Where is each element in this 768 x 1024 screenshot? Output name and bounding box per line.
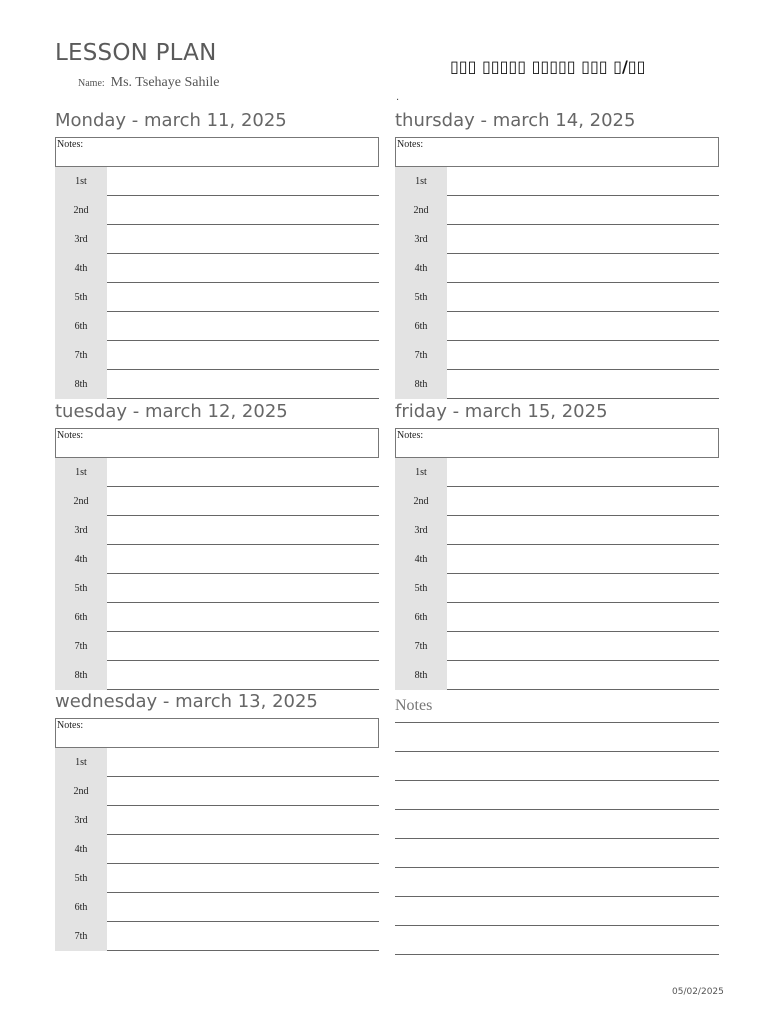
period-row[interactable] (55, 312, 379, 341)
period-entry[interactable] (447, 545, 719, 574)
period-row[interactable] (395, 254, 719, 283)
notes-label: Notes: (397, 430, 424, 441)
day-thursday (395, 105, 719, 399)
period-row[interactable] (55, 487, 379, 516)
period-row[interactable] (395, 487, 719, 516)
period-row[interactable] (395, 196, 719, 225)
period-number: 1st (55, 458, 107, 487)
day-title: thursday - march 14, 2025 (395, 110, 636, 131)
page-title: LESSON PLAN (55, 40, 217, 66)
period-number: 8th (55, 370, 107, 399)
period-row[interactable] (55, 341, 379, 370)
period-row[interactable] (55, 196, 379, 225)
period-row[interactable] (55, 922, 379, 951)
period-entry[interactable] (107, 225, 379, 254)
period-entry[interactable] (447, 283, 719, 312)
day-friday (395, 396, 719, 690)
notes-box[interactable] (395, 137, 719, 167)
period-entry[interactable] (107, 632, 379, 661)
period-number: 2nd (395, 196, 447, 225)
period-number: 2nd (395, 487, 447, 516)
period-number: 7th (395, 632, 447, 661)
period-entry[interactable] (447, 661, 719, 690)
period-entry[interactable] (447, 603, 719, 632)
notes-line[interactable] (395, 722, 719, 752)
period-row[interactable] (55, 893, 379, 922)
day-title: Monday - march 11, 2025 (55, 110, 287, 131)
period-number: 7th (55, 341, 107, 370)
period-row[interactable] (55, 283, 379, 312)
period-row[interactable] (395, 632, 719, 661)
notes-label: Notes: (57, 139, 84, 150)
period-row[interactable] (395, 516, 719, 545)
notes-line[interactable] (395, 752, 719, 781)
period-row[interactable] (395, 603, 719, 632)
day-title: wednesday - march 13, 2025 (55, 691, 318, 712)
period-number: 5th (55, 574, 107, 603)
period-number: 4th (395, 545, 447, 574)
period-row[interactable] (395, 225, 719, 254)
period-entry[interactable] (107, 574, 379, 603)
period-number: 1st (55, 748, 107, 777)
period-number: 7th (55, 922, 107, 951)
teacher-name-row (78, 73, 219, 91)
period-entry[interactable] (447, 632, 719, 661)
period-number: 2nd (55, 487, 107, 516)
period-row[interactable] (55, 370, 379, 399)
period-number: 5th (55, 864, 107, 893)
period-entry[interactable] (107, 254, 379, 283)
notes-box[interactable] (395, 428, 719, 458)
period-entry[interactable] (107, 196, 379, 225)
notes-line[interactable] (395, 839, 719, 868)
teacher-name: Ms. Tsehaye Sahile (110, 75, 220, 90)
period-entry[interactable] (107, 922, 379, 951)
period-number: 3rd (395, 225, 447, 254)
period-number: 8th (395, 370, 447, 399)
period-number: 3rd (55, 516, 107, 545)
notes-label: Notes: (57, 720, 84, 731)
period-number: 1st (395, 167, 447, 196)
period-number: 4th (55, 545, 107, 574)
period-row[interactable] (55, 225, 379, 254)
day-tuesday (55, 396, 379, 690)
notes-label: Notes: (57, 430, 84, 441)
period-entry[interactable] (107, 545, 379, 574)
notes-line[interactable] (395, 868, 719, 897)
period-entry[interactable] (107, 806, 379, 835)
period-entry[interactable] (107, 487, 379, 516)
period-entry[interactable] (107, 167, 379, 196)
period-number: 2nd (55, 777, 107, 806)
period-entry[interactable] (447, 196, 719, 225)
period-number: 8th (395, 661, 447, 690)
notes-panel-title: Notes (395, 697, 433, 714)
day-title: tuesday - march 12, 2025 (55, 401, 288, 422)
period-entry[interactable] (107, 777, 379, 806)
notes-panel (395, 690, 719, 955)
name-label: Name: (78, 78, 105, 89)
period-entry[interactable] (447, 254, 719, 283)
period-entry[interactable] (107, 312, 379, 341)
notes-line[interactable] (395, 926, 719, 955)
notes-line[interactable] (395, 781, 719, 810)
period-entry[interactable] (107, 458, 379, 487)
period-row[interactable] (395, 545, 719, 574)
period-number: 3rd (55, 806, 107, 835)
period-number: 6th (55, 893, 107, 922)
period-entry[interactable] (107, 370, 379, 399)
period-number: 5th (395, 574, 447, 603)
period-row[interactable] (55, 632, 379, 661)
period-row[interactable] (55, 516, 379, 545)
period-entry[interactable] (447, 225, 719, 254)
period-row[interactable] (395, 370, 719, 399)
notes-label: Notes: (397, 139, 424, 150)
period-entry[interactable] (107, 748, 379, 777)
notes-box[interactable] (55, 428, 379, 458)
period-number: 1st (55, 167, 107, 196)
period-entry[interactable] (107, 864, 379, 893)
notes-line[interactable] (395, 897, 719, 926)
period-number: 3rd (55, 225, 107, 254)
day-title: friday - march 15, 2025 (395, 401, 608, 422)
period-entry[interactable] (447, 574, 719, 603)
period-row[interactable] (395, 167, 719, 196)
period-number: 7th (55, 632, 107, 661)
period-row[interactable] (395, 458, 719, 487)
period-entry[interactable] (447, 516, 719, 545)
period-number: 7th (395, 341, 447, 370)
day-wednesday (55, 686, 379, 951)
period-row[interactable] (395, 312, 719, 341)
period-row[interactable] (55, 777, 379, 806)
day-monday (55, 105, 379, 399)
period-number: 1st (395, 458, 447, 487)
period-number: 6th (55, 312, 107, 341)
period-row[interactable] (55, 574, 379, 603)
period-row[interactable] (55, 603, 379, 632)
period-entry[interactable] (447, 458, 719, 487)
period-entry[interactable] (107, 603, 379, 632)
period-entry[interactable] (447, 312, 719, 341)
period-row[interactable] (55, 458, 379, 487)
footer-date: 05/02/2025 (672, 987, 724, 997)
period-row[interactable] (395, 661, 719, 690)
period-number: 2nd (55, 196, 107, 225)
period-entry[interactable] (447, 487, 719, 516)
period-row[interactable] (395, 283, 719, 312)
period-number: 6th (395, 603, 447, 632)
header-dot: . (396, 92, 400, 103)
period-entry[interactable] (107, 893, 379, 922)
period-entry[interactable] (447, 167, 719, 196)
period-entry[interactable] (447, 370, 719, 399)
notes-box[interactable] (55, 137, 379, 167)
period-number: 4th (55, 254, 107, 283)
period-entry[interactable] (447, 341, 719, 370)
period-row[interactable] (55, 254, 379, 283)
period-number: 3rd (395, 516, 447, 545)
period-row[interactable] (55, 806, 379, 835)
period-number: 4th (55, 835, 107, 864)
period-row[interactable] (55, 748, 379, 777)
period-number: 4th (395, 254, 447, 283)
period-row[interactable] (55, 835, 379, 864)
period-entry[interactable] (107, 835, 379, 864)
period-number: 8th (55, 661, 107, 690)
period-entry[interactable] (107, 516, 379, 545)
period-number: 5th (55, 283, 107, 312)
period-entry[interactable] (107, 283, 379, 312)
period-number: 6th (55, 603, 107, 632)
notes-line[interactable] (395, 810, 719, 839)
period-row[interactable] (395, 341, 719, 370)
period-row[interactable] (55, 545, 379, 574)
period-row[interactable] (55, 864, 379, 893)
period-number: 6th (395, 312, 447, 341)
period-number: 5th (395, 283, 447, 312)
notes-box[interactable] (55, 718, 379, 748)
header-right-text: ▯▯▯ ▯▯▯▯▯ ▯▯▯▯▯ ▯▯▯ ▯/▯▯ (450, 57, 646, 76)
period-entry[interactable] (107, 341, 379, 370)
period-row[interactable] (395, 574, 719, 603)
period-row[interactable] (55, 167, 379, 196)
